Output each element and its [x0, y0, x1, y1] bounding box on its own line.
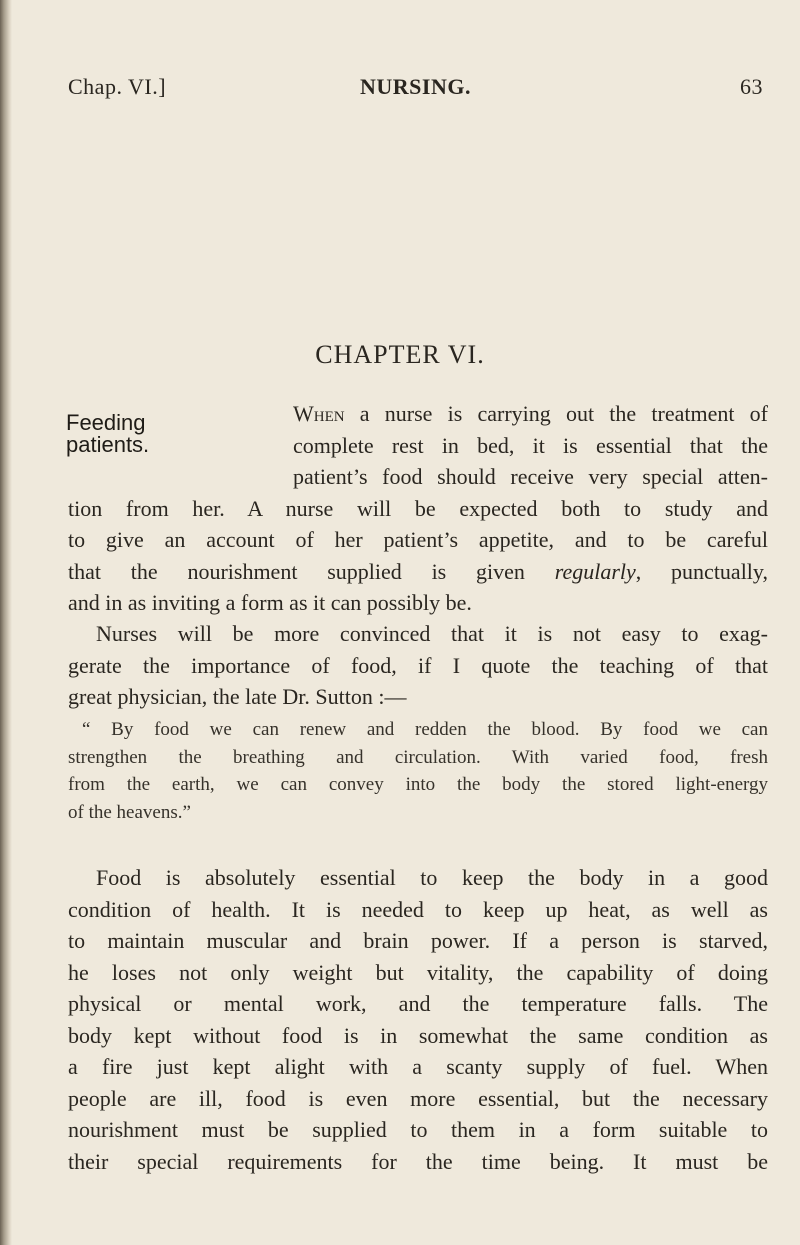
block-quote-sutton	[68, 716, 768, 826]
sidenote-line: Feeding	[66, 410, 146, 435]
text-line: Nurses will be more convinced that it is not easy to exag-	[96, 621, 768, 646]
text-span: that the nourishment supplied is given	[68, 558, 555, 584]
text-line: to maintain muscular and brain power. If a person is starved,	[68, 928, 768, 953]
text-line: tion from her. A nurse will be expected both to study and	[68, 495, 768, 521]
text-line: condition of health. It is needed to keep up heat, as well as	[68, 896, 768, 922]
running-head	[68, 74, 763, 104]
text-line: gerate the importance of food, if I quote the teaching of that	[68, 652, 768, 678]
text-line: patient’s food should receive very special atten-	[293, 464, 768, 489]
text-line: to give an account of her patient’s appetite, and to be careful	[68, 527, 768, 552]
paragraph-feeding-intro	[68, 398, 768, 619]
quote-line: “ By food we can renew and redden the blood. By food we can	[82, 719, 768, 740]
text-line: people are ill, food is even more essential, but the necessary	[68, 1085, 768, 1111]
chapter-title: CHAPTER VI.	[315, 340, 485, 369]
text-line	[68, 398, 768, 430]
text-line: he loses not only weight but vitality, the capability of doing	[68, 959, 768, 985]
running-head-chapter: Chap. VI.]	[68, 74, 167, 99]
quote-line: from the earth, we can convey into the body the stored light-energy	[68, 774, 768, 795]
text-span: , punctually,	[635, 558, 768, 584]
running-head-title: NURSING.	[360, 74, 471, 99]
paragraph-food-essential	[68, 862, 768, 1177]
quote-line: of the heavens.”	[68, 801, 191, 823]
text-line: Food is absolutely essential to keep the body in a good	[96, 865, 768, 890]
text-line: their special requirements for the time being. It must be	[68, 1148, 768, 1174]
lead-word: When	[293, 401, 345, 426]
page-binding-edge	[0, 0, 12, 1245]
text-line: and in as inviting a form as it can possibly be.	[68, 590, 472, 615]
text-line: nourishment must be supplied to them in a form suitable to	[68, 1117, 768, 1142]
emphasis-regularly: regularly	[554, 558, 636, 584]
text-line: complete rest in bed, it is essential that the	[293, 432, 768, 458]
text-line: physical or mental work, and the temperature falls. The	[68, 991, 768, 1016]
text-line: body kept without food is in somewhat the same condition as	[68, 1022, 768, 1048]
quote-line: strengthen the breathing and circulation. With varied food, fresh	[68, 746, 768, 768]
page-number: 63	[740, 74, 763, 99]
text-line: a fire just kept alight with a scanty supply of fuel. When	[68, 1054, 768, 1079]
text-line	[68, 556, 768, 588]
paragraph-importance-of-food	[68, 618, 768, 713]
text-span: a nurse is carrying out the treatment of	[344, 401, 768, 426]
text-line: great physician, the late Dr. Sutton :—	[68, 684, 407, 709]
sidenote-line: patients.	[66, 432, 150, 457]
